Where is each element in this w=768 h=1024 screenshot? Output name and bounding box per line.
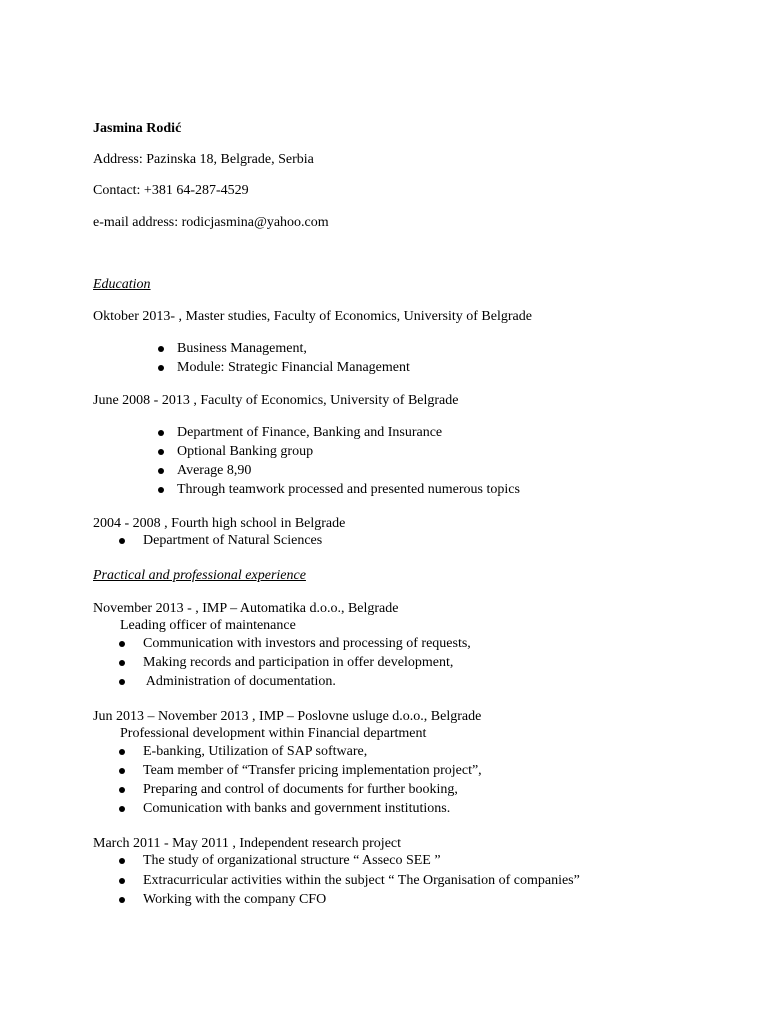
email-line: e-mail address: rodicjasmina@yahoo.com [93,215,329,230]
bullet-dot [158,365,164,371]
bullet-dot [119,897,125,903]
experience-bullet: The study of organizational structure “ Asseco SEE ” [143,853,441,868]
experience-bullet: Team member of “Transfer pricing implementation project”, [143,763,482,778]
experience-heading: Practical and professional experience [93,568,306,583]
bullet-dot [119,679,125,685]
bullet-dot [119,806,125,812]
experience-role: Professional development within Financial department [120,726,427,741]
experience-bullet: Extracurricular activities within the subject “ The Organisation of companies” [143,873,580,888]
education-bullet: Department of Natural Sciences [143,533,323,548]
bullet-dot [158,487,164,493]
experience-bullet: Comunication with banks and government institutions. [143,801,451,816]
education-bullet: Through teamwork processed and presented numerous topics [177,482,520,497]
education-heading: Education [93,277,151,292]
experience-entry-title: November 2013 - , IMP – Automatika d.o.o., Belgrade [93,601,399,616]
education-bullet: Department of Finance, Banking and Insurance [177,425,443,440]
education-bullet: Business Management, [177,341,307,356]
candidate-name: Jasmina Rodić [93,121,182,136]
bullet-dot [119,878,125,884]
education-bullet: Average 8,90 [177,463,252,478]
bullet-dot [158,346,164,352]
address-line: Address: Pazinska 18, Belgrade, Serbia [93,152,314,167]
experience-role: Leading officer of maintenance [120,618,296,633]
experience-bullet: Making records and participation in offer development, [143,655,454,670]
bullet-dot [158,449,164,455]
bullet-dot [119,749,125,755]
bullet-dot [158,468,164,474]
education-bullet: Optional Banking group [177,444,314,459]
education-entry-title: Oktober 2013- , Master studies, Faculty of Economics, University of Belgrade [93,309,532,324]
experience-entry-title: March 2011 - May 2011 , Independent research project [93,836,402,851]
bullet-dot [119,641,125,647]
bullet-dot [119,858,125,864]
experience-bullet: Administration of documentation. [143,674,336,689]
bullet-dot [119,768,125,774]
education-bullet: Module: Strategic Financial Management [177,360,410,375]
education-entry-title: June 2008 - 2013 , Faculty of Economics, University of Belgrade [93,393,459,408]
experience-bullet: Communication with investors and processing of requests, [143,636,471,651]
bullet-dot [119,787,125,793]
education-entry-title: 2004 - 2008 , Fourth high school in Belgrade [93,516,346,531]
experience-bullet: Preparing and control of documents for further booking, [143,782,458,797]
contact-line: Contact: +381 64-287-4529 [93,183,249,198]
experience-bullet: Working with the company CFO [143,892,327,907]
experience-bullet: E-banking, Utilization of SAP software, [143,744,368,759]
bullet-dot [119,660,125,666]
bullet-dot [158,430,164,436]
experience-entry-title: Jun 2013 – November 2013 , IMP – Poslovne usluge d.o.o., Belgrade [93,709,482,724]
bullet-dot [119,538,125,544]
